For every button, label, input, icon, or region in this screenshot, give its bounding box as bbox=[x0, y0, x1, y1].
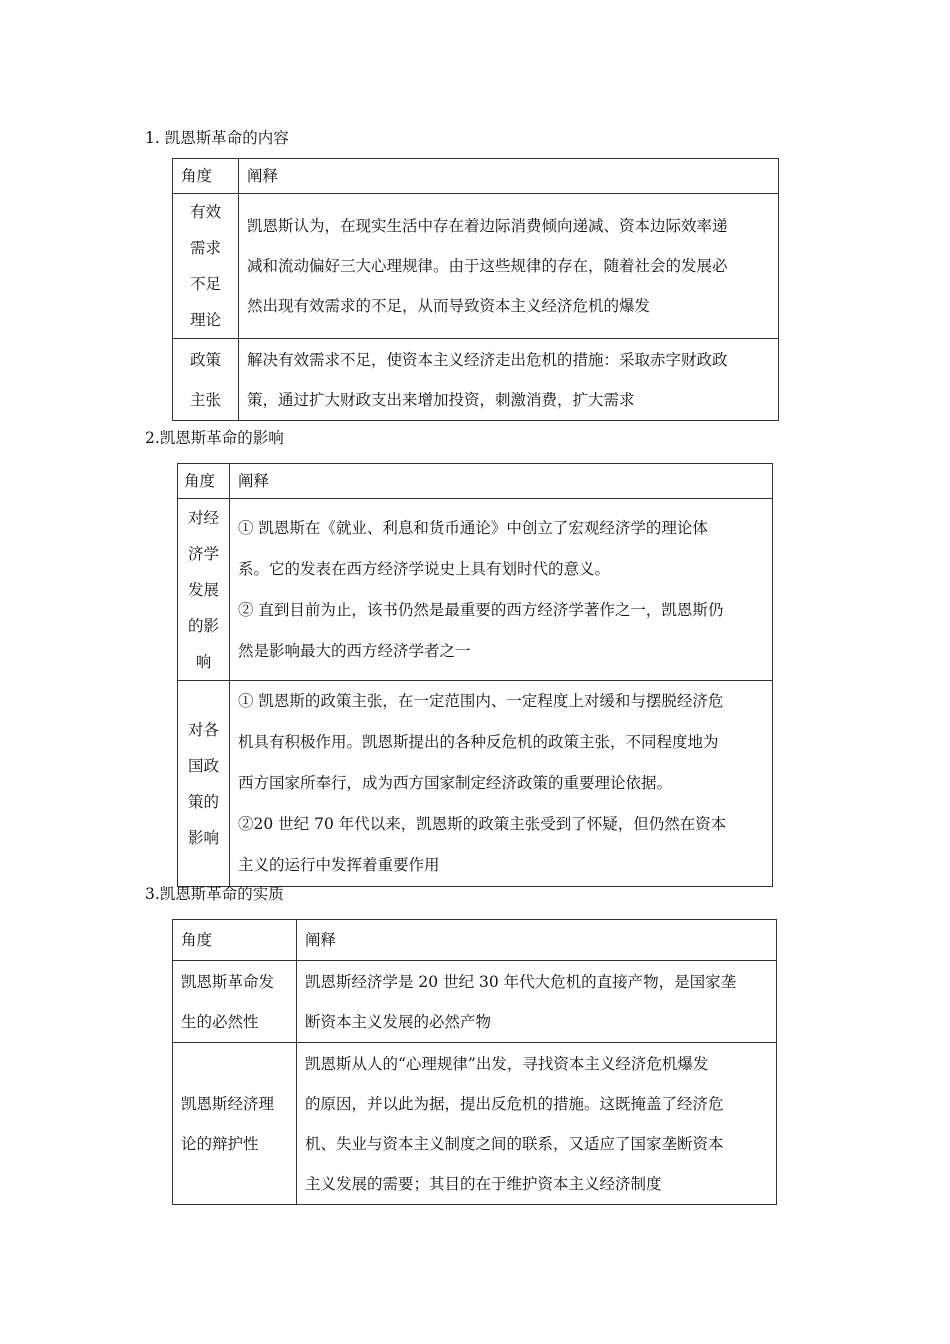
row-label bbox=[178, 681, 230, 887]
label-line: 对经 bbox=[187, 508, 219, 527]
label-line: 需求 bbox=[189, 239, 221, 257]
table-header-row bbox=[173, 920, 777, 961]
text-line: 解决有效需求不足，使资本主义经济走出危机的措施：采取赤字财政政 bbox=[247, 350, 728, 369]
label-line: 济学 bbox=[187, 544, 219, 563]
text-line: 减和流动偏好三大心理规律。由于这些规律的存在，随着社会的发展必 bbox=[247, 257, 728, 275]
text-line: 机具有积极作用。凯恩斯提出的各种反危机的政策主张，不同程度地为 bbox=[238, 733, 719, 751]
table-row bbox=[178, 499, 773, 681]
header-angle: 角度 bbox=[173, 159, 239, 194]
table-row bbox=[173, 1043, 777, 1205]
section-2-heading: 2.凯恩斯革命的影响 bbox=[145, 429, 284, 447]
row-text bbox=[230, 499, 773, 681]
row-label bbox=[173, 194, 239, 339]
header-explanation: 阐释 bbox=[230, 464, 773, 499]
text-line: 凯恩斯经济学是 20 世纪 30 年代大危机的直接产物，是国家垄 bbox=[305, 972, 737, 991]
label-line: 有效 bbox=[189, 203, 221, 221]
row-text bbox=[239, 339, 779, 421]
content-table bbox=[172, 158, 779, 421]
label-line: 对各 bbox=[187, 720, 219, 739]
label-line: 主张 bbox=[189, 390, 221, 409]
label-line: 凯恩斯革命发 bbox=[181, 972, 275, 991]
text-line: 断资本主义发展的必然产物 bbox=[305, 1012, 492, 1031]
table-header-row bbox=[178, 464, 773, 499]
text-line: 主义发展的需要；其目的在于维护资本主义经济制度 bbox=[305, 1174, 662, 1193]
label-line: 政策 bbox=[189, 350, 221, 369]
text-line: 主义的运行中发挥着重要作用 bbox=[238, 856, 440, 874]
label-line: 凯恩斯经济理 bbox=[181, 1094, 275, 1113]
table-header-row bbox=[173, 159, 779, 194]
text-line: 系。它的发表在西方经济学说史上具有划时代的意义。 bbox=[238, 559, 611, 578]
header-angle: 角度 bbox=[173, 920, 297, 961]
row-text bbox=[297, 961, 777, 1043]
header-explanation: 阐释 bbox=[239, 159, 779, 194]
text-line: 然是影响最大的西方经济学者之一 bbox=[238, 641, 471, 660]
label-line: 国政 bbox=[187, 756, 219, 775]
table-row bbox=[173, 194, 779, 339]
table-row bbox=[178, 681, 773, 887]
label-line: 的影 bbox=[187, 616, 219, 635]
label-line: 策的 bbox=[187, 792, 219, 811]
text-line: 然出现有效需求的不足，从而导致资本主义经济危机的爆发 bbox=[247, 297, 651, 315]
table-row bbox=[173, 339, 779, 421]
row-label bbox=[173, 1043, 297, 1205]
text-line: 策，通过扩大财政支出来增加投资，刺激消费，扩大需求 bbox=[247, 390, 635, 409]
section-3-heading: 3.凯恩斯革命的实质 bbox=[145, 885, 284, 903]
label-line: 发展 bbox=[187, 580, 219, 599]
label-line: 生的必然性 bbox=[181, 1012, 259, 1031]
row-text bbox=[230, 681, 773, 887]
text-line: 机、失业与资本主义制度之间的联系，又适应了国家垄断资本 bbox=[305, 1134, 724, 1153]
text-line: ① 凯恩斯在《就业、利息和货币通论》中创立了宏观经济学的理论体 bbox=[238, 518, 708, 537]
row-label bbox=[173, 339, 239, 421]
text-line: 的原因，并以此为据，提出反危机的措施。这既掩盖了经济危 bbox=[305, 1094, 724, 1113]
text-line: 西方国家所奉行，成为西方国家制定经济政策的重要理论依据。 bbox=[238, 774, 673, 792]
text-line: ②20 世纪 70 年代以来，凯恩斯的政策主张受到了怀疑，但仍然在资本 bbox=[238, 815, 727, 833]
label-line: 不足 bbox=[189, 275, 221, 293]
label-line: 论的辩护性 bbox=[181, 1134, 259, 1153]
label-line: 响 bbox=[195, 652, 212, 671]
content-table bbox=[177, 463, 773, 887]
text-line: ② 直到目前为止，该书仍然是最重要的西方经济学著作之一，凯恩斯仍 bbox=[238, 600, 724, 619]
row-text bbox=[297, 1043, 777, 1205]
text-line: 凯恩斯从人的“心理规律”出发，寻找资本主义经济危机爆发 bbox=[305, 1054, 709, 1073]
row-text bbox=[239, 194, 779, 339]
label-line: 理论 bbox=[189, 311, 221, 329]
text-line: ① 凯恩斯的政策主张，在一定范围内、一定程度上对缓和与摆脱经济危 bbox=[238, 692, 724, 710]
table-row bbox=[173, 961, 777, 1043]
row-label bbox=[173, 961, 297, 1043]
text-line: 凯恩斯认为，在现实生活中存在着边际消费倾向递减、资本边际效率递 bbox=[247, 217, 728, 235]
section-1-heading: 1. 凯恩斯革命的内容 bbox=[145, 129, 289, 147]
header-angle: 角度 bbox=[178, 464, 230, 499]
label-line: 影响 bbox=[187, 828, 219, 847]
header-explanation: 阐释 bbox=[297, 920, 777, 961]
content-table bbox=[172, 919, 777, 1205]
row-label bbox=[178, 499, 230, 681]
